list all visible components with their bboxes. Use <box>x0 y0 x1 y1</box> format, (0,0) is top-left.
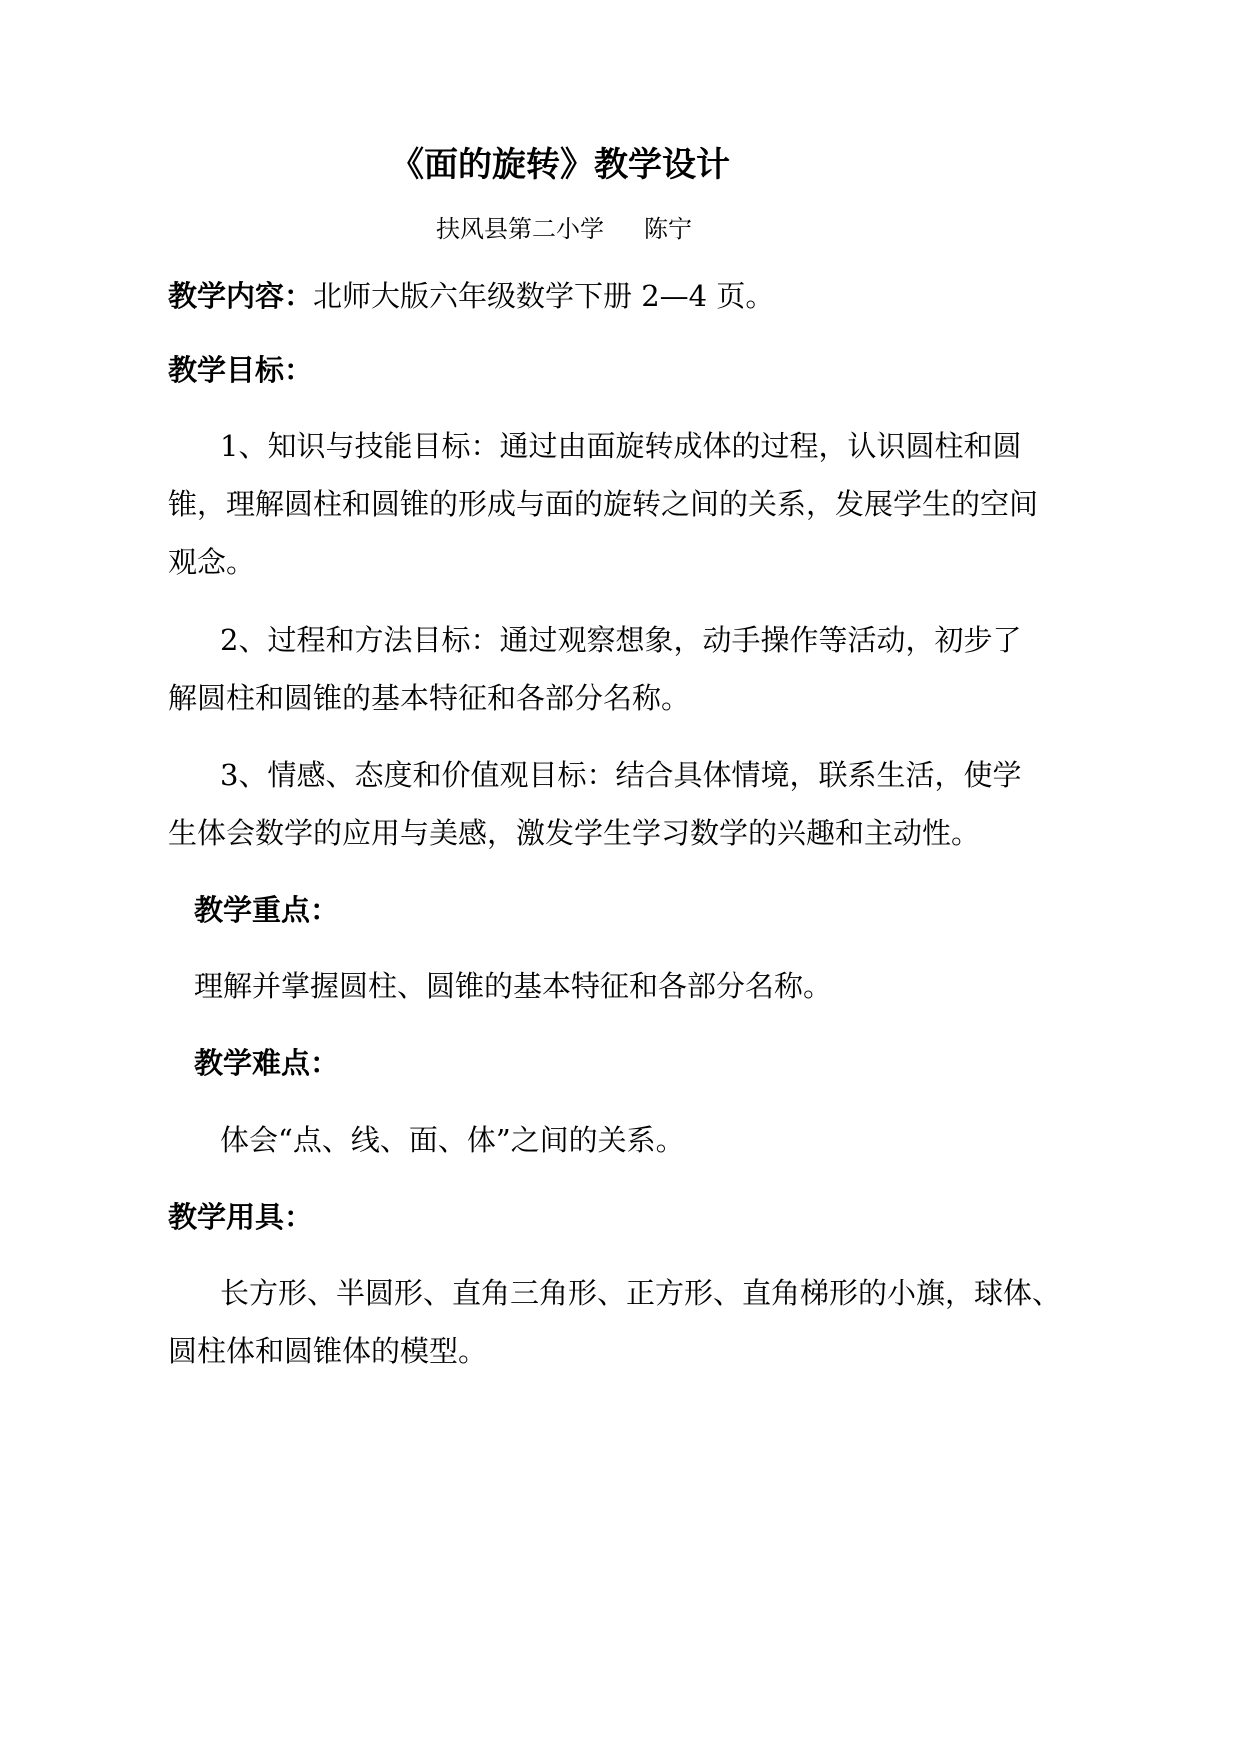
tools-line-2: 圆柱体和圆锥体的模型。 <box>168 1334 488 1368</box>
author-line <box>436 214 692 244</box>
objective-2-line-2: 解圆柱和圆锥的基本特征和各部分名称。 <box>168 681 691 715</box>
objective-1-line-3: 观念。 <box>168 545 256 579</box>
tools-line-1: 长方形、半圆形、直角三角形、正方形、直角梯形的小旗，球体、 <box>220 1276 1062 1310</box>
content-text: 北师大版六年级数学下册 2—4 页。 <box>313 279 775 313</box>
content-label: 教学内容： <box>168 279 314 313</box>
objective-2-line-1: 2、过程和方法目标：通过观察想象，动手操作等活动，初步了 <box>220 623 1022 657</box>
objectives-label: 教学目标： <box>168 353 314 387</box>
objective-1-line-2: 锥，理解圆柱和圆锥的形成与面的旋转之间的关系，发展学生的空间 <box>168 487 1039 521</box>
key-points-label: 教学重点： <box>194 893 340 927</box>
author-name: 陈宁 <box>644 215 692 243</box>
author-school: 扶风县第二小学 <box>436 215 604 243</box>
objective-3-line-2: 生体会数学的应用与美感，激发学生学习数学的兴趣和主动性。 <box>168 816 981 850</box>
objective-1-line-1: 1、知识与技能目标：通过由面旋转成体的过程，认识圆柱和圆 <box>220 429 1022 463</box>
difficulties-label: 教学难点： <box>194 1046 340 1080</box>
difficulties-text: 体会“点、线、面、体”之间的关系。 <box>220 1123 685 1157</box>
objective-3-line-1: 3、情感、态度和价值观目标：结合具体情境，联系生活，使学 <box>220 758 1022 792</box>
document-title: 《面的旋转》教学设计 <box>390 145 730 185</box>
tools-label: 教学用具： <box>168 1200 314 1234</box>
key-points-text: 理解并掌握圆柱、圆锥的基本特征和各部分名称。 <box>194 969 833 1003</box>
content-line <box>168 280 774 312</box>
